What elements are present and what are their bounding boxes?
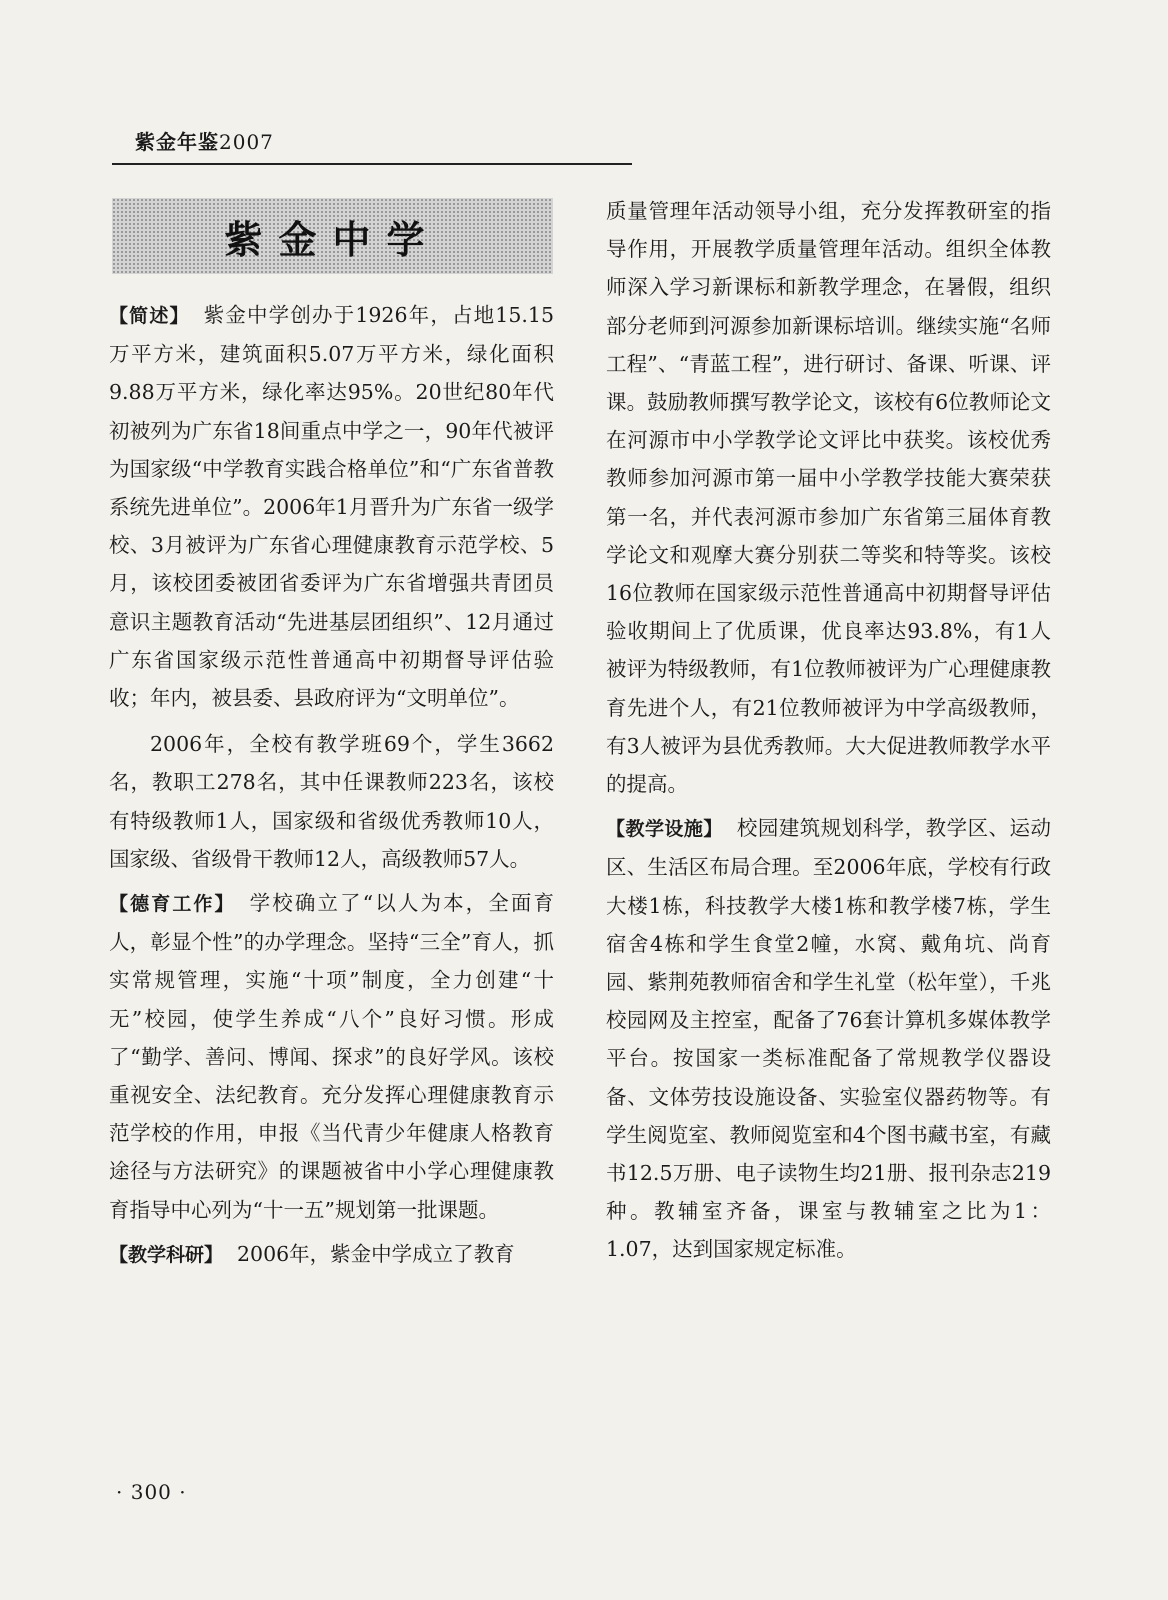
book-year: 2007 (219, 130, 274, 154)
left-column (109, 296, 554, 1274)
section-overview (109, 296, 554, 717)
paragraph-staff: 2006年，全校有教学班69个，学生3662名，教职工278名，其中任课教师223名，该校有特级教师1人，国家级和省级优秀教师10人，国家级、省级骨干教师12人，高级教师57人。 (109, 732, 554, 871)
section-heading: 【德育工作】 (109, 893, 236, 916)
section-heading: 【教学设施】 (606, 818, 723, 841)
right-column (606, 192, 1051, 1269)
section-text: 2006年，紫金中学成立了教育 (237, 1241, 515, 1266)
section-teaching-research (109, 1235, 554, 1274)
section-moral-education (109, 884, 554, 1229)
header-rule (112, 163, 632, 165)
article-title-box (112, 198, 553, 274)
page-number: · 300 · (116, 1480, 187, 1504)
paragraph-research-continued: 质量管理年活动领导小组，充分发挥教研室的指导作用，开展教学质量管理年活动。组织全体教师深入学习新课标和新教学理念，在暑假，组织部分老师到河源参加新课标培训。继续实施“名师工程”、“青蓝工程”，进行研讨、备课、听课、评课。鼓励教师撰写教学论文，该校有6位教师论文在河源市中小学教学论文评比中获奖。该校优秀教师参加河源市第一届中小学教学技能大赛荣获第一名，并代表河源市参加广东省第三届体育教学论文和观摩大赛分别获二等奖和特等奖。该校16位教师在国家级示范性普通高中初期督导评估验收期间上了优质课，优良率达93.8%，有1人被评为特级教师，有1位教师被评为广心理健康教育先进个人，有21位教师被评为中学高级教师，有3人被评为县优秀教师。大大促进教师教学水平的提高。 (606, 199, 1051, 797)
book-title: 紫金年鉴 (135, 130, 219, 154)
section-text: 校园建筑规划科学，教学区、运动区、生活区布局合理。至2006年底，学校有行政大楼1栋，科技教学大楼1栋和教学楼7栋，学生宿舍4栋和学生食堂2幢，水窝、戴角坑、尚育园、紫荆苑教师宿舍和学生礼堂（松年堂），千兆校园网及主控室，配备了76套计算机多媒体教学平台。按国家一类标准配备了常规教学仪器设备、文体劳技设施设备、实验室仪器药物等。有学生阅览室、教师阅览室和4个图书藏书室，有藏书12.5万册、电子读物生均21册、报刊杂志219种。教辅室齐备，课室与教辅室之比为1：1.07，达到国家规定标准。 (606, 816, 1051, 1262)
section-heading: 【教学科研】 (109, 1243, 224, 1266)
section-heading: 【简述】 (109, 305, 190, 327)
section-text: 学校确立了“以人为本，全面育人，彰显个性”的办学理念。坚持“三全”育人，抓实常规管理，实施“十项”制度，全力创建“十无”校园，使学生养成“八个”良好习惯。形成了“勤学、善问、博闻、探求”的良好学风。该校重视安全、法纪教育。充分发挥心理健康教育示范学校的作用，申报《当代青少年健康人格教育途径与方法研究》的课题被省中小学心理健康教育指导中心列为“十一五”规划第一批课题。 (109, 891, 554, 1222)
running-head (135, 126, 274, 155)
article-title: 紫金中学 (224, 217, 441, 262)
section-facilities (606, 809, 1051, 1268)
section-text: 紫金中学创办于1926年，占地15.15万平方米，建筑面积5.07万平方米，绿化面积9.88万平方米，绿化率达95%。20世纪80年代初被列为广东省18间重点中学之一，90年代被评为国家级“中学教育实践合格单位”和“广东省普教系统先进单位”。2006年1月晋升为广东省一级学校、3月被评为广东省心理健康教育示范学校、5月，该校团委被团省委评为广东省增强共青团员意识主题教育活动“先进基层团组织”、12月通过广东省国家级示范性普通高中初期督导评估验收；年内，被县委、县政府评为“文明单位”。 (109, 303, 554, 711)
